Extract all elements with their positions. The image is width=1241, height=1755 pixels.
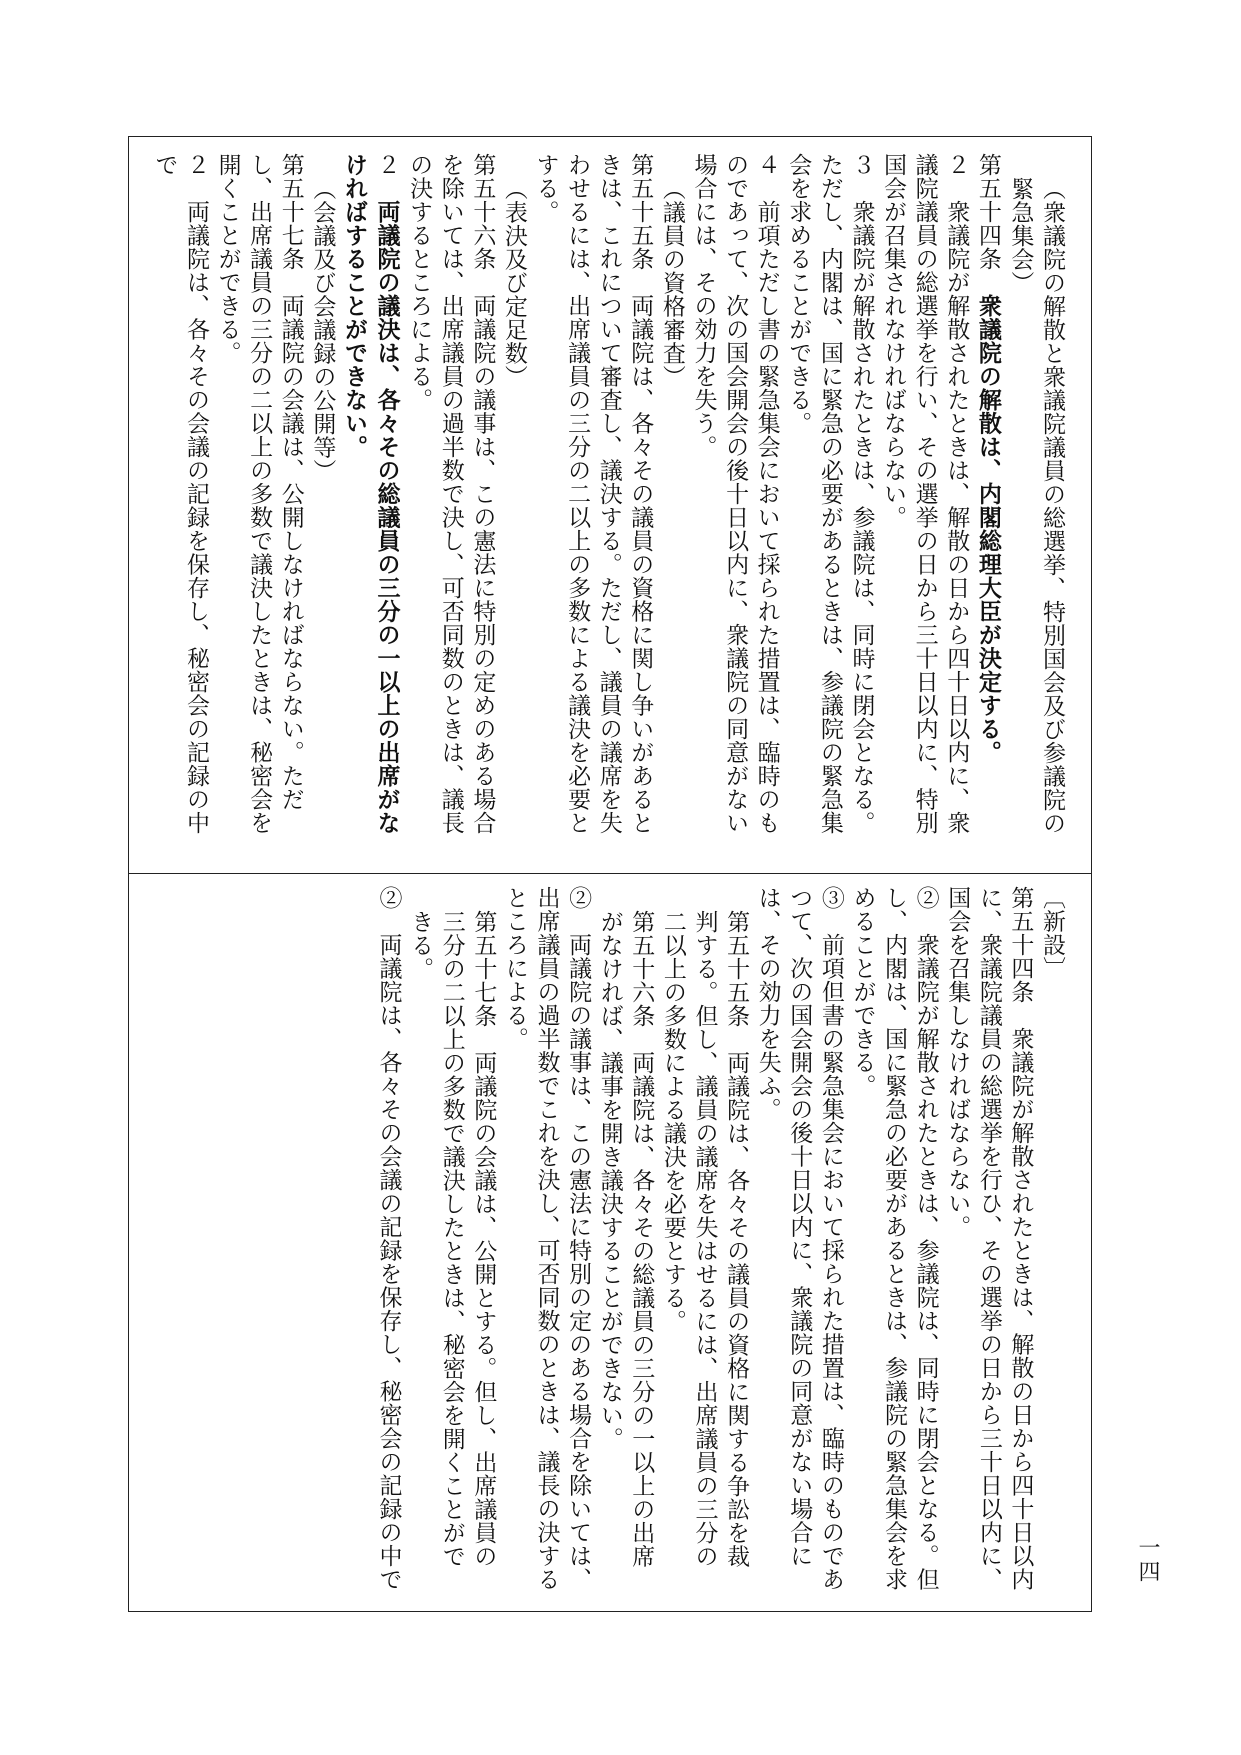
page-number: 一四 [1135, 1536, 1160, 1584]
section-heading: （議員の資格審査） [658, 177, 685, 389]
current-text-column [148, 153, 1067, 853]
article-55: 第五十五条 両議院は、各々その議員の資格に関する争訟を裁判する。但し、議員の議席を失はせるには、出席議員の三分の二以上の多数による議決を必要とする。 [659, 910, 750, 1568]
section-heading: （表決及び定足数） [500, 177, 527, 389]
original-text-column [372, 886, 1067, 1591]
article-56: 第五十六条 両議院の議事は、この憲法に特別の定めのある場合を除いては、出席議員の過半数で決し、可否同数のときは、議長の決するところによる。 [406, 153, 496, 835]
section-heading: （会議及び会議録の公開等） [309, 177, 336, 483]
section-heading: （衆議院の解散と衆議院議員の総選挙、特別国会及び参議院の緊急集会） [1007, 177, 1065, 835]
article-57: 第五十七条 両議院の会議は、公開とする。但し、出席議員の三分の二以上の多数で議決したときは、秘密会を開くことができる。 [407, 910, 497, 1568]
article-57-para-2: ２ 両議院は、各々その会議の記録を保存し、秘密会の記録の中で [151, 153, 209, 835]
original-text-section [131, 876, 1089, 1609]
article-54-para-4: ４ 前項ただし書の緊急集会において採られた措置は、臨時のものであって、次の国会開会の後十日以内に、衆議院の同意がない場合には、その効力を失う。 [690, 153, 780, 835]
article-57-para-2: ② 両議院は、各々その会議の記録を保存し、秘密会の記録の中で [375, 886, 402, 1591]
current-text-section [131, 139, 1089, 870]
article-56: 第五十六条 両議院は、各々その総議員の三分の一以上の出席がなければ、議事を開き議決することができない。 [596, 910, 655, 1568]
article-54: 第五十四条 衆議院の解散は、内閣総理大臣が決定する。 [974, 153, 1002, 764]
article-57: 第五十七条 両議院の会議は、公開しなければならない。ただし、出席議員の三分の二以上の多数で議決したときは、秘密会を開くことができる。 [214, 153, 304, 835]
article-54-para-2: ２ 衆議院が解散されたときは、解散の日から四十日以内に、衆議院議員の総選挙を行い、その選挙の日から三十日以内に、特別国会が召集されなければならない。 [880, 153, 970, 835]
new-provision-note: 〔新設〕 [1039, 886, 1065, 980]
article-55: 第五十五条 両議院は、各々その議員の資格に関し争いがあるときは、これについて審査し、議決する。ただし、議員の議席を失わせるには、出席議員の三分の二以上の多数による議決を必要とする。 [532, 153, 654, 835]
article-54: 第五十四条 衆議院が解散されたときは、解散の日から四十日以内に、衆議院議員の総選挙を行ひ、その選挙の日から三十日以内に、国会を召集しなければならない。 [944, 886, 1034, 1591]
article-54-para-3: ③ 前項但書の緊急集会において採られた措置は、臨時のものであつて、次の国会開会の後十日以内に、衆議院の同意がない場合には、その効力を失ふ。 [754, 886, 844, 1591]
article-56-para-2: ２ 両議院の議決は、各々その総議員の三分の一以上の出席がなければすることができない。 [340, 153, 401, 835]
article-56-para-2: ② 両議院の議事は、この憲法に特別の定のある場合を除いては、出席議員の過半数でこれを決し、可否同数のときは、議長の決するところによる。 [501, 886, 592, 1591]
table-divider [128, 873, 1092, 874]
article-54-para-3: ３ 衆議院が解散されたときは、参議院は、同時に閉会となる。ただし、内閣は、国に緊急の必要があるときは、参議院の緊急集会を求めることができる。 [785, 153, 875, 835]
article-54-para-2: ② 衆議院が解散されたときは、参議院は、同時に閉会となる。但し、内閣は、国に緊急の必要があるときは、参議院の緊急集会を求めることができる。 [849, 886, 939, 1591]
